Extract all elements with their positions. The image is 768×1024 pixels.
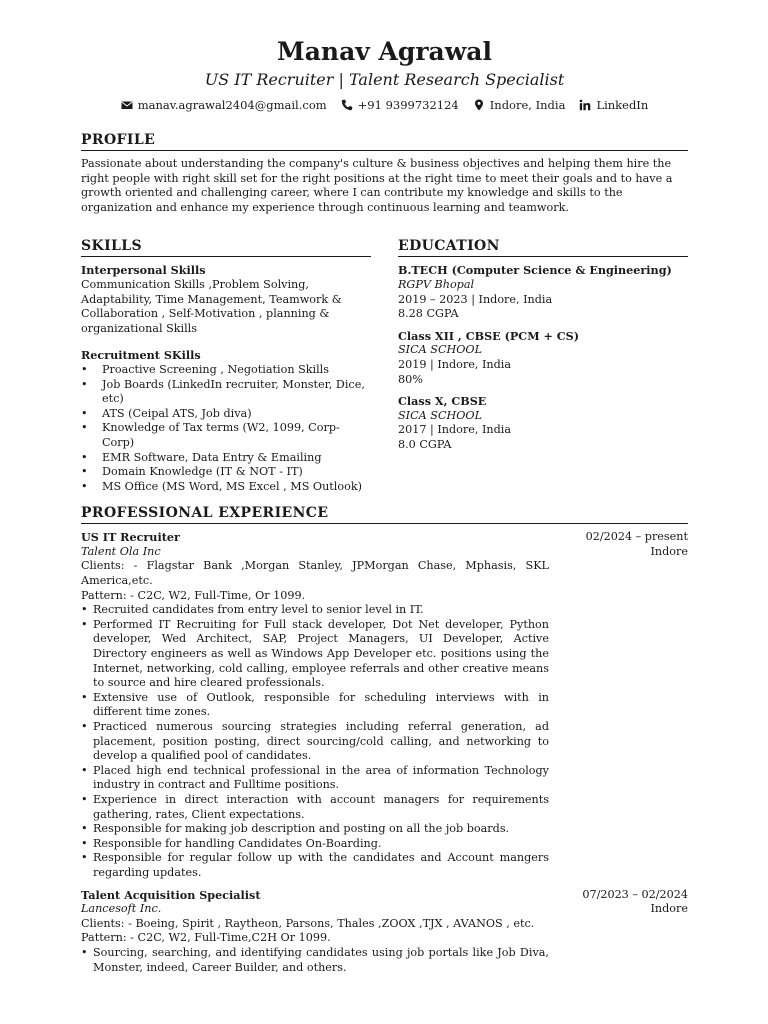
job-role: Talent Acquisition Specialist xyxy=(81,887,261,902)
education-degree: Class XII , CBSE (PCM + CS) xyxy=(398,328,580,343)
education-score: 8.0 CGPA xyxy=(398,437,452,451)
list-item: • Experience in direct interaction with account managers for requirements gathering, rates, Client expectations. xyxy=(81,793,549,822)
education-degree: Class X, CBSE xyxy=(398,394,487,409)
job-company: Talent Ola Inc xyxy=(81,544,161,558)
education-school: SICA SCHOOL xyxy=(398,343,483,357)
experience-heading: PROFESSIONAL EXPERIENCE xyxy=(81,504,688,524)
education-item xyxy=(398,263,688,321)
candidate-headline: US IT Recruiter | Talent Research Specialist xyxy=(204,70,565,89)
list-item: • ATS (Ceipal ATS, Job diva) xyxy=(81,407,371,422)
job-bullet-list xyxy=(81,603,549,880)
location-text: Indore, India xyxy=(489,98,566,112)
job-date: 02/2024 – present xyxy=(585,530,688,544)
envelope-icon xyxy=(121,99,133,111)
job-pattern: Pattern: - C2C, W2, Full-Time,C2H Or 1099. xyxy=(81,931,331,945)
list-item: • Domain Knowledge (IT & NOT - IT) xyxy=(81,465,371,480)
job-location: Indore xyxy=(650,544,688,558)
contact-bar xyxy=(81,97,688,113)
interpersonal-skills-title: Interpersonal Skills xyxy=(81,263,206,278)
linkedin-icon xyxy=(579,99,591,111)
education-period: 2019 | Indore, India xyxy=(398,357,511,371)
education-school: RGPV Bhopal xyxy=(398,277,475,291)
education-heading: EDUCATION xyxy=(398,237,688,257)
list-item: • Recruited candidates from entry level to senior level in IT. xyxy=(81,603,549,618)
skills-section xyxy=(81,237,371,494)
list-item: • Proactive Screening , Negotiation Skills xyxy=(81,363,371,378)
job-pattern: Pattern: - C2C, W2, Full-Time, Or 1099. xyxy=(81,588,306,602)
email-text: manav.agrawal2404@gmail.com xyxy=(137,98,327,112)
contact-email[interactable] xyxy=(121,97,327,113)
list-item: • Responsible for handling Candidates On-Boarding. xyxy=(81,837,549,852)
job-company: Lancesoft Inc. xyxy=(81,902,162,916)
education-score: 80% xyxy=(398,372,423,386)
skills-heading: SKILLS xyxy=(81,237,371,257)
experience-section xyxy=(81,504,688,975)
education-score: 8.28 CGPA xyxy=(398,307,459,321)
resume-page xyxy=(81,36,688,982)
job-entry xyxy=(81,530,688,880)
map-pin-icon xyxy=(473,99,485,111)
job-date: 07/2023 – 02/2024 xyxy=(582,887,688,901)
job-entry xyxy=(81,888,688,976)
resume-header xyxy=(81,36,688,113)
list-item: • Placed high end technical professional in the area of information Technology industry in contract and Fulltime positions. xyxy=(81,764,549,793)
list-item: • MS Office (MS Word, MS Excel , MS Outlook) xyxy=(81,480,371,495)
skills-education-row xyxy=(81,237,688,494)
list-item: • Practiced numerous sourcing strategies including referral generation, ad placement, position posting, direct sourcing/cold calling, and networking to develop a qualified pool of candidates. xyxy=(81,720,549,764)
list-item: • Responsible for regular follow up with the candidates and Account mangers regarding updates. xyxy=(81,851,549,880)
education-school: SICA SCHOOL xyxy=(398,408,483,422)
linkedin-text: LinkedIn xyxy=(596,98,649,112)
contact-location xyxy=(473,97,566,113)
phone-text: +91 9399732124 xyxy=(357,98,459,112)
list-item: • Job Boards (LinkedIn recruiter, Monster, Dice, etc) xyxy=(81,378,371,407)
list-item: • Responsible for making job description and posting on all the job boards. xyxy=(81,822,549,837)
candidate-name: Manav Agrawal xyxy=(277,37,492,66)
interpersonal-skills-text: Communication Skills ,Problem Solving, Adaptability, Time Management, Teamwork & Collaboration , Self-Motivation , planning & organizational Skills xyxy=(81,277,342,335)
contact-linkedin[interactable] xyxy=(579,97,648,113)
recruitment-skills-list xyxy=(81,363,371,494)
job-bullet-list xyxy=(81,946,549,975)
list-item: • Sourcing, searching, and identifying candidates using job portals like Job Diva, Monster, indeed, Career Builder, and others. xyxy=(81,946,549,975)
list-item: • Extensive use of Outlook, responsible for scheduling interviews with in different time zones. xyxy=(81,691,549,720)
list-item: • Performed IT Recruiting for Full stack developer, Dot Net developer, Python developer, Wed Architect, SAP, Project Managers, UI Developer, Active Directory engineers as well as Windows App Developer etc. positions using the Internet, networking, cold calling, employee referrals and other creative means to source and hire cleared professionals. xyxy=(81,618,549,691)
job-clients: Clients: - Flagstar Bank ,Morgan Stanley, JPMorgan Chase, Mphasis, SKL America,etc. xyxy=(81,559,549,588)
contact-phone[interactable] xyxy=(341,97,459,113)
recruitment-skills-title: Recruitment SKills xyxy=(81,348,201,363)
job-role: US IT Recruiter xyxy=(81,530,180,545)
profile-heading: PROFILE xyxy=(81,131,688,151)
profile-text: Passionate about understanding the company's culture & business objectives and helping them hire the right people with right skill set for the right positions at the right time to meet their goals and to have a growth oriented and challenging career, where I can contribute my knowledge and skills to the organization and enhance my experience through continuous learning and teamwork. xyxy=(81,157,673,214)
education-item xyxy=(398,329,688,387)
education-degree: B.TECH (Computer Science & Engineering) xyxy=(398,263,672,278)
education-period: 2017 | Indore, India xyxy=(398,423,511,437)
list-item: • EMR Software, Data Entry & Emailing xyxy=(81,451,371,466)
education-item xyxy=(398,394,688,452)
education-period: 2019 – 2023 | Indore, India xyxy=(398,292,553,306)
job-clients: Clients: - Boeing, Spirit , Raytheon, Parsons, Thales ,ZOOX ,TJX , AVANOS , etc. xyxy=(81,916,535,930)
job-location: Indore xyxy=(650,902,688,916)
list-item: • Knowledge of Tax terms (W2, 1099, Corp-Corp) xyxy=(81,421,371,450)
phone-icon xyxy=(341,99,353,111)
profile-section xyxy=(81,131,688,215)
education-section xyxy=(398,237,688,494)
